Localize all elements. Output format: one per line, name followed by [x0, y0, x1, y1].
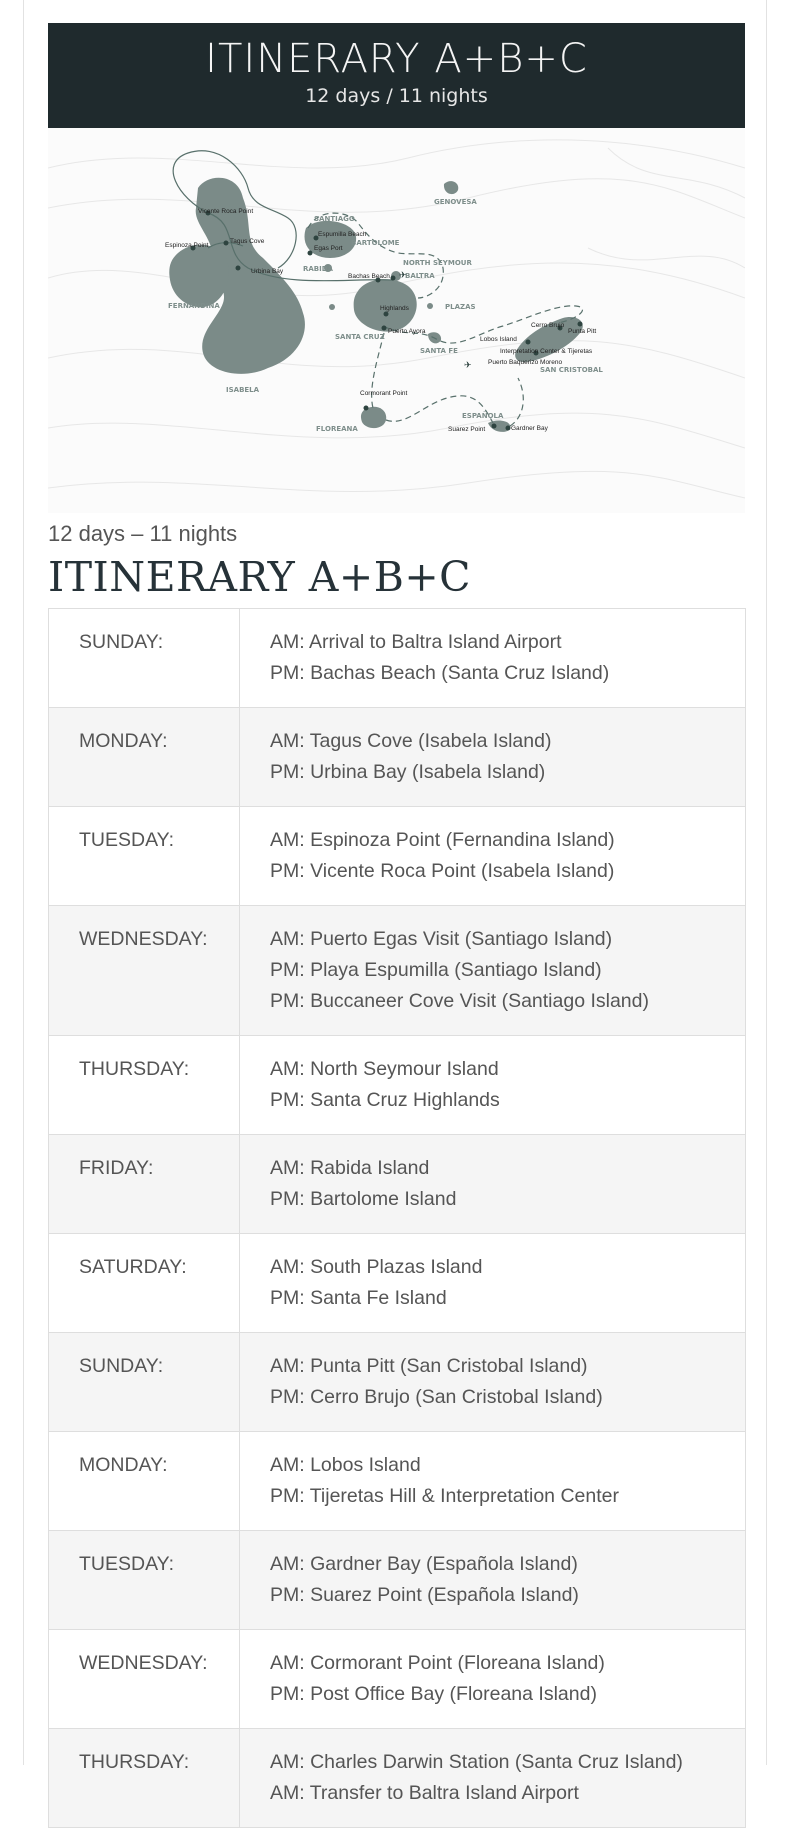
map-place-suarez: Suarez Point — [448, 426, 486, 433]
activities-cell — [240, 1234, 746, 1333]
map-place-highlands: Highlands — [380, 305, 409, 312]
map-place-bachas: Bachas Beach — [348, 273, 390, 280]
map-place-tagus-cove: Tagus Cove — [230, 238, 265, 245]
map-label-espanola: ESPAÑOLA — [462, 412, 504, 420]
page-frame — [23, 0, 767, 1804]
map-place-puerto-ayora: Puerto Ayora — [388, 328, 426, 335]
table-row — [49, 1432, 746, 1531]
activity-line: PM: Bartolome Island — [270, 1188, 457, 1210]
map-label-plazas: PLAZAS — [445, 303, 476, 311]
activity-line: AM: Lobos Island — [270, 1454, 421, 1476]
activity-line: PM: Suarez Point (Española Island) — [270, 1584, 579, 1606]
map-place-urbina-bay: Urbina Bay — [251, 268, 284, 275]
day-cell: TUESDAY: — [49, 1531, 240, 1630]
fernandina-island-shape — [169, 245, 228, 307]
pinzon-island-shape — [329, 304, 335, 310]
activities-cell — [240, 1531, 746, 1630]
table-row — [49, 906, 746, 1036]
activity-line: PM: Cerro Brujo (San Cristobal Island) — [270, 1386, 603, 1408]
activity-line: PM: Tijeretas Hill & Interpretation Center — [270, 1485, 619, 1507]
activities-cell — [240, 906, 746, 1036]
itinerary-subhead: 12 days – 11 nights — [48, 521, 238, 546]
activity-line: AM: Cormorant Point (Floreana Island) — [270, 1652, 605, 1674]
day-cell: WEDNESDAY: — [49, 1630, 240, 1729]
day-cell: SATURDAY: — [49, 1234, 240, 1333]
day-cell: FRIDAY: — [49, 1135, 240, 1234]
plazas-island-shape — [427, 303, 433, 309]
day-cell: THURSDAY: — [49, 1729, 240, 1828]
activity-line: PM: Vicente Roca Point (Isabela Island) — [270, 860, 615, 882]
map-place-puerto-baquerizo: Puerto Baquerizo Moreno — [488, 359, 563, 366]
activities-cell — [240, 1729, 746, 1828]
route-map-image — [48, 128, 745, 513]
table-row — [49, 609, 746, 708]
day-cell: TUESDAY: — [49, 807, 240, 906]
map-label-santiago: SANTIAGO — [314, 215, 355, 223]
table-row — [49, 1729, 746, 1828]
activity-line: PM: Urbina Bay (Isabela Island) — [270, 761, 546, 783]
activity-line: AM: Puerto Egas Visit (Santiago Island) — [270, 928, 613, 950]
map-label-santa-fe: SANTA FE — [420, 347, 458, 355]
table-row — [49, 1135, 746, 1234]
activity-line: PM: Bachas Beach (Santa Cruz Island) — [270, 662, 610, 684]
activity-line: AM: Arrival to Baltra Island Airport — [270, 631, 562, 653]
map-place-cerro-brujo: Cerro Brujo — [531, 322, 565, 329]
activities-cell — [240, 1333, 746, 1432]
activity-line: AM: North Seymour Island — [270, 1058, 499, 1080]
activities-cell — [240, 609, 746, 708]
map-place-egas-port: Egas Port — [314, 245, 343, 252]
table-row — [49, 708, 746, 807]
table-row — [49, 1234, 746, 1333]
activity-line: AM: Gardner Bay (Española Island) — [270, 1553, 578, 1575]
table-row — [49, 1630, 746, 1729]
day-cell: MONDAY: — [49, 708, 240, 807]
map-label-floreana: FLOREANA — [316, 425, 358, 433]
activity-line: PM: Santa Cruz Highlands — [270, 1089, 500, 1111]
table-row — [49, 1333, 746, 1432]
banner-subtitle: 12 days / 11 nights — [305, 85, 488, 107]
activity-line: AM: Punta Pitt (San Cristobal Island) — [270, 1355, 588, 1377]
map-label-santa-cruz: SANTA CRUZ — [335, 333, 385, 341]
day-cell: SUNDAY: — [49, 609, 240, 708]
day-cell: WEDNESDAY: — [49, 906, 240, 1036]
activities-cell — [240, 807, 746, 906]
activity-line: PM: Post Office Bay (Floreana Island) — [270, 1683, 597, 1705]
activity-line: AM: Charles Darwin Station (Santa Cruz Island) — [270, 1751, 683, 1773]
table-row — [49, 1036, 746, 1135]
map-place-interpretation: Interpretation Center & Tijeretas — [500, 348, 593, 355]
itinerary-heading: ITINERARY A+B+C — [48, 553, 472, 601]
content-column — [48, 23, 745, 1828]
table-row — [49, 807, 746, 906]
map-label-san-cristobal: SAN CRISTOBAL — [540, 366, 603, 374]
baltra-airport-icon: ✈ — [399, 271, 407, 281]
map-label-north-seymour: NORTH SEYMOUR — [403, 259, 472, 267]
day-cell: THURSDAY: — [49, 1036, 240, 1135]
genovesa-island-shape — [444, 181, 458, 194]
map-label-isabela: ISABELA — [226, 386, 260, 394]
map-place-lobos: Lobos Island — [480, 336, 517, 343]
activity-line: AM: Espinoza Point (Fernandina Island) — [270, 829, 615, 851]
map-label-fernandina: FERNANDINA — [168, 302, 220, 310]
route-map — [48, 128, 745, 513]
activities-cell — [240, 1432, 746, 1531]
itinerary-banner — [48, 23, 745, 128]
map-label-baltra: BALTRA — [405, 272, 435, 280]
map-label-rabida: RABIDA — [303, 265, 333, 273]
activity-line: PM: Buccaneer Cove Visit (Santiago Island) — [270, 990, 649, 1012]
map-label-bartolome: BARTOLOME — [351, 239, 400, 247]
banner-title: ITINERARY A+B+C — [205, 36, 588, 82]
activity-line: AM: Tagus Cove (Isabela Island) — [270, 730, 552, 752]
map-place-vicente-roca: Vicente Roca Point — [198, 208, 254, 215]
table-row — [49, 1531, 746, 1630]
activities-cell — [240, 708, 746, 807]
activities-cell — [240, 1135, 746, 1234]
day-cell: MONDAY: — [49, 1432, 240, 1531]
map-place-punta-pitt: Punta Pitt — [568, 328, 597, 335]
map-place-espinoza: Espinoza Point — [165, 242, 209, 249]
activity-line: PM: Playa Espumilla (Santiago Island) — [270, 959, 602, 981]
map-label-genovesa: GENOVESA — [434, 198, 477, 206]
activity-line: AM: South Plazas Island — [270, 1256, 483, 1278]
san-cristobal-airport-icon: ✈ — [464, 361, 472, 371]
map-place-cormorant: Cormorant Point — [360, 390, 408, 397]
activity-line: AM: Rabida Island — [270, 1157, 430, 1179]
itinerary-table — [48, 608, 746, 1828]
map-place-espumilla: Espumilla Beach — [318, 231, 367, 238]
activity-line: AM: Transfer to Baltra Island Airport — [270, 1782, 579, 1804]
activities-cell — [240, 1036, 746, 1135]
activity-line: PM: Santa Fe Island — [270, 1287, 447, 1309]
day-cell: SUNDAY: — [49, 1333, 240, 1432]
map-place-gardner: Gardner Bay — [511, 425, 548, 432]
activities-cell — [240, 1630, 746, 1729]
